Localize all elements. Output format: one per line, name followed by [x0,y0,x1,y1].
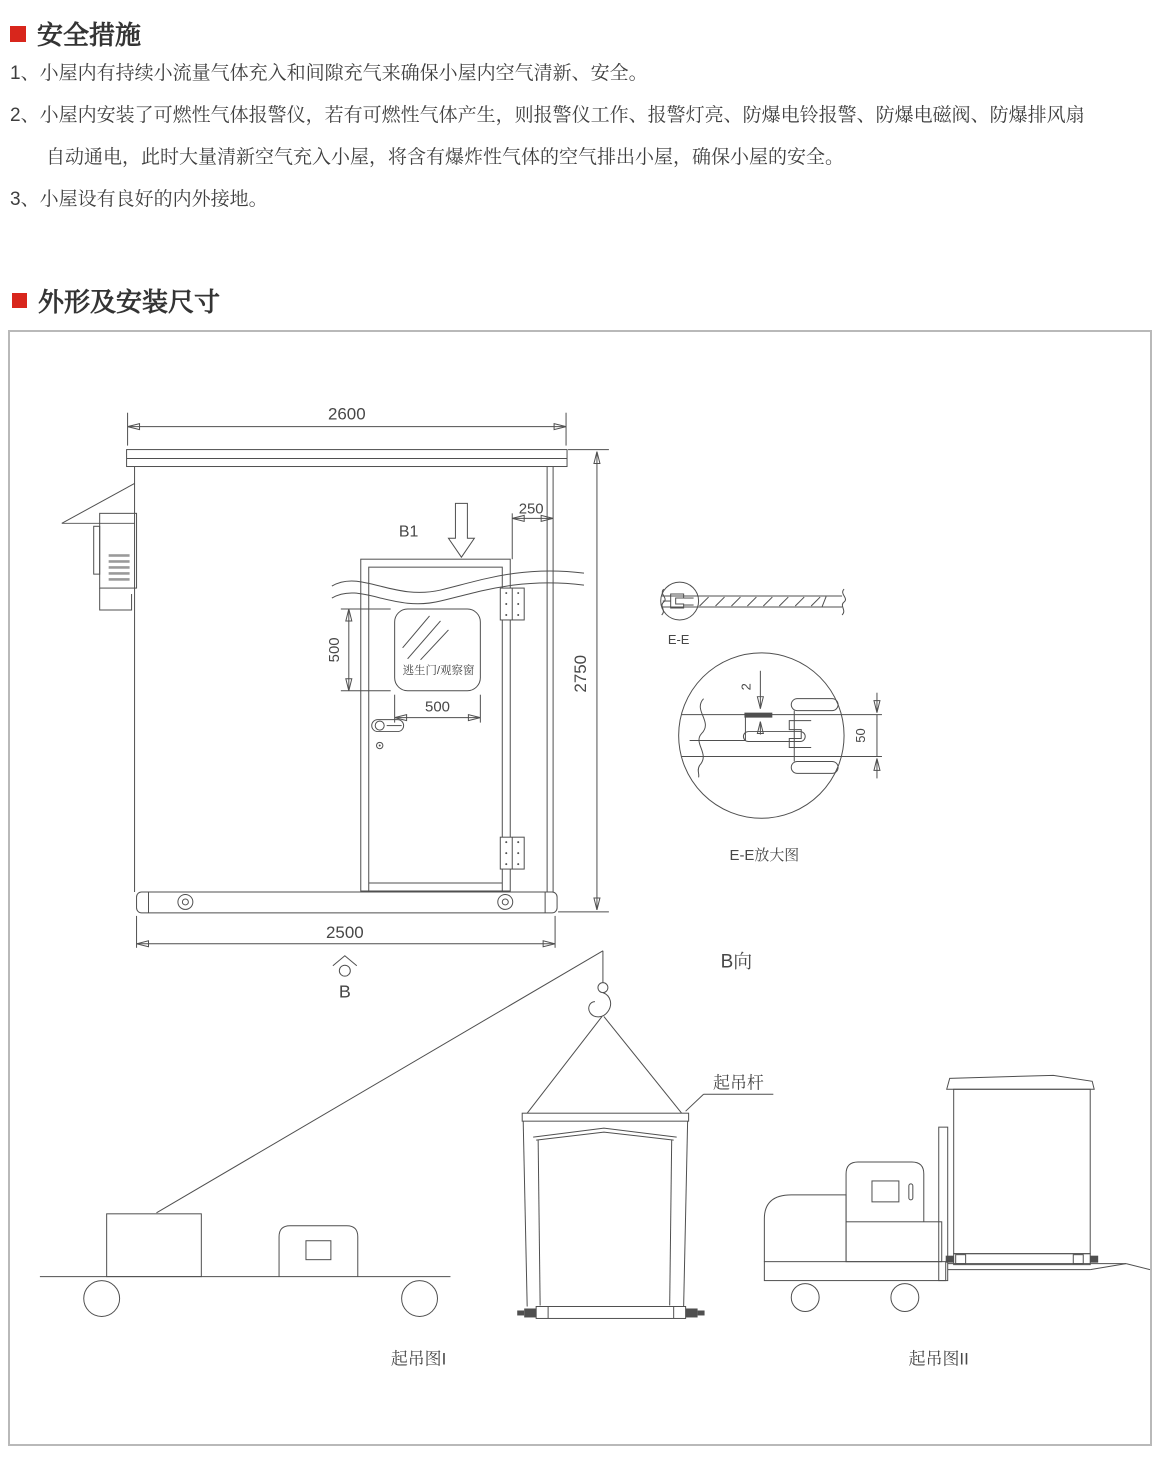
safety-item-3: 3、小屋设有良好的内外接地。 [10,189,268,210]
view-b1-label: B1 [398,523,419,541]
view-b-direction-label: B向 [720,951,753,973]
forklift-cab [846,1162,924,1222]
louver-vent [94,513,137,610]
wheel [84,1281,120,1317]
dim-2750 [558,450,609,912]
lifting-diagram-2 [764,1075,1150,1368]
red-square-bullet [12,293,27,308]
dim-250-label: 250 [518,500,544,518]
cab-window [306,1241,331,1260]
door-handle [372,720,404,749]
crane-truck [40,1214,451,1317]
section-safety-title: 安全措施 [37,20,142,50]
dim-panel-50 [853,693,877,779]
wheel [791,1284,819,1312]
lifting-bar-label: 起吊杆 [713,1073,764,1093]
crane-base [107,1214,202,1277]
section-ee-label: E-E [667,631,690,647]
dim-2600 [128,405,566,446]
dim-50-label: 50 [852,728,869,743]
hinge-bottom [500,837,524,869]
chassis [764,1262,945,1281]
dim-500-vertical [326,609,391,691]
safety-item-2: 2、小屋内安装了可燃性气体报警仪，若有可燃性气体产生，则报警仪工作、报警灯亮、防爆电铃报警、防爆电磁阀、防爆排风扇 [10,105,1085,126]
safety-item-1: 1、小屋内有持续小流量气体充入和间隙充气来确保小屋内空气清新、安全。 [10,63,648,84]
sling-left [527,1017,602,1114]
drawing-frame [8,330,1152,1446]
dim-500v-label: 500 [325,637,343,663]
dim-500-horizontal [395,695,481,723]
lifting-diagram-1-label: 起吊图I [390,1349,447,1369]
lifting-diagram-1 [40,951,773,1369]
escape-door-window-label: 逃生门/观察窗 [402,664,475,677]
dim-2500 [137,916,556,948]
shelter-on-forks [946,1075,1098,1264]
view-b-symbol [333,956,357,1002]
truck-cab [279,1226,358,1277]
sling-right [604,1017,682,1114]
safety-item-2b: 自动通电，此时大量清新空气充入小屋，将含有爆炸性气体的空气排出小屋，确保小屋的安全。 [46,147,845,168]
section-ee-bar [661,582,846,647]
technical-drawing [10,332,1150,1444]
base-skid [137,892,558,913]
dim-joint-gap [738,671,760,735]
crane-hook [589,993,611,1017]
forklift-window [872,1181,899,1202]
observation-window [395,609,481,691]
dim-2750-label: 2750 [570,654,590,693]
ee-detail-label: E-E放大图 [729,847,800,865]
cab-handle [909,1184,913,1200]
lifting-bar-callout [686,1073,774,1111]
safety-text [10,53,1150,221]
walls [135,467,554,892]
roof [127,450,567,467]
hinge-top [500,588,524,620]
section-safety-header [10,15,141,52]
red-square-bullet [10,26,26,42]
view-b-label: B [338,981,351,1002]
lifting-diagram-2-label: 起吊图II [908,1349,969,1369]
hanging-shelter [517,1121,704,1318]
dim-gap-label: 2 [738,683,754,691]
forklift [764,1127,1150,1311]
wheel [891,1284,919,1312]
crane-boom [156,951,602,1213]
ee-enlarged-view [679,653,882,864]
rear-hood [764,1195,846,1262]
engine-body [846,1222,942,1262]
wheel [402,1281,438,1317]
break-line [332,571,584,592]
dim-2600-label: 2600 [327,404,366,424]
section-outline-title: 外形及安装尺寸 [38,287,221,317]
lifting-bar [522,1113,688,1121]
dim-500h-label: 500 [425,698,450,716]
canopy [62,483,135,523]
cabinet-elevation [62,405,609,1002]
view-b1-marker [399,503,475,557]
section-outline-header [12,282,220,319]
dim-2500-label: 2500 [325,922,364,942]
